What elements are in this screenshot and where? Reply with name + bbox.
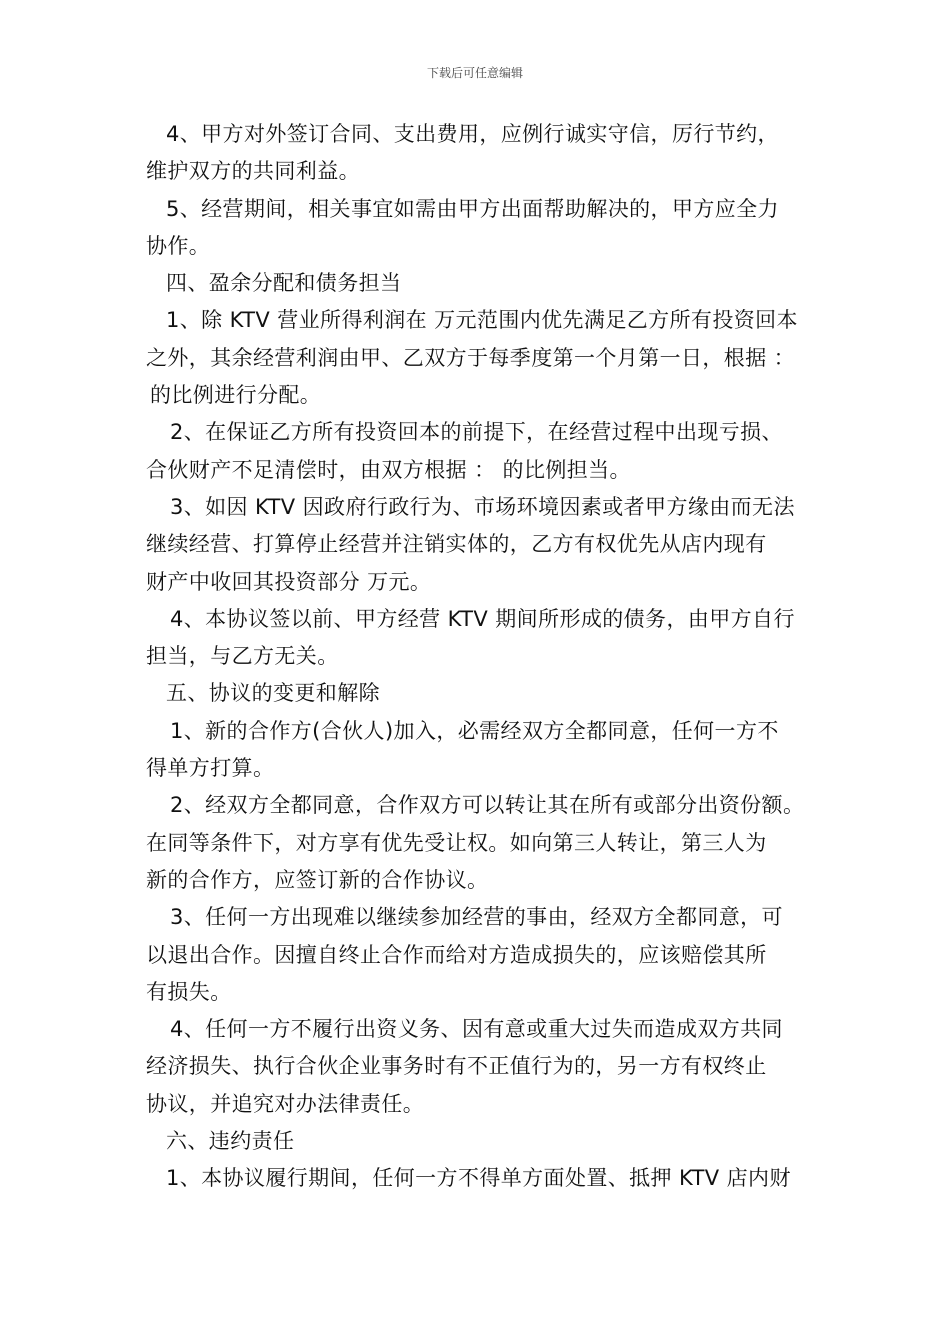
section-4-heading: 四、盈余分配和债务担当 (166, 271, 402, 296)
section-5-item-3-line-2: 以退出合作。因擅自终止合作而给对方造成损失的，应该赔偿其所 (146, 942, 767, 967)
section-4-item-4-line-1: 4、本协议签以前、甲方经营 KTV 期间所形成的债务，由甲方自行 (170, 606, 795, 631)
section-4-item-2-line-1: 2、在保证乙方所有投资回本的前提下，在经营过程中出现亏损、 (170, 420, 783, 445)
section-4-item-3-line-2: 继续经营、打算停止经营并注销实体的，乙方有权优先从店内现有 (146, 532, 767, 557)
document-body (146, 116, 824, 1198)
section-6-item-1-line-1: 1、本协议履行期间，任何一方不得单方面处置、抵押 KTV 店内财 (166, 1166, 791, 1191)
section-5-item-2-line-2: 在同等条件下，对方享有优先受让权。如向第三人转让，第三人为 (146, 830, 767, 855)
section-4-item-1-line-1: 1、除 KTV 营业所得利润在 万元范围内优先满足乙方所有投资回本 (166, 308, 798, 333)
section-5-item-4-line-1: 4、任何一方不履行出资义务、因有意或重大过失而造成双方共同 (170, 1017, 783, 1042)
section-4-item-4-line-2: 担当，与乙方无关。 (146, 644, 339, 669)
section-4-item-1-line-2: 之外，其余经营利润由甲、乙双方于每季度第一个月第一日，根据 ： (146, 345, 796, 370)
section-4-item-2-line-2: 合伙财产不足清偿时，由双方根据 ： 的比例担当。 (146, 457, 631, 482)
section-5-item-1-line-2: 得单方打算。 (146, 756, 275, 781)
section-5-item-1-line-1: 1、新的合作方(合伙人)加入，必需经双方全都同意，任何一方不 (170, 718, 779, 743)
section-4-item-3-line-1: 3、如因 KTV 因政府行政行为、市场环境因素或者甲方缘由而无法 (170, 494, 795, 519)
paragraph-4-line-1: 4、甲方对外签订合同、支出费用，应例行诚实守信，厉行节约， (166, 122, 779, 146)
paragraph-5-line-2: 协作。 (146, 233, 211, 258)
paragraph-4-line-2: 维护双方的共同利益。 (146, 159, 360, 184)
section-5-heading: 五、协议的变更和解除 (166, 681, 380, 706)
paragraph-5-line-1: 5、经营期间，相关事宜如需由甲方出面帮助解决的，甲方应全力 (166, 196, 779, 221)
section-5-item-4-line-2: 经济损失、执行合伙企业事务时有不正值行为的，另一方有权终止 (146, 1054, 767, 1079)
section-5-item-2-line-1: 2、经双方全都同意，合作双方可以转让其在所有或部分出资份额。 (170, 793, 805, 818)
section-5-item-2-line-3: 新的合作方，应签订新的合作协议。 (146, 867, 489, 892)
page-header: 下载后可任意编辑 (426, 66, 523, 80)
section-4-item-1-line-3: 的比例进行分配。 (150, 383, 322, 408)
section-4-item-3-line-3: 财产中收回其投资部分 万元。 (146, 569, 432, 594)
section-6-heading: 六、违约责任 (166, 1129, 295, 1154)
section-5-item-4-line-3: 协议，并追究对办法律责任。 (146, 1091, 425, 1116)
section-5-item-3-line-1: 3、任何一方出现难以继续参加经营的事由，经双方全都同意，可 (170, 905, 783, 930)
section-5-item-3-line-3: 有损失。 (146, 979, 232, 1004)
